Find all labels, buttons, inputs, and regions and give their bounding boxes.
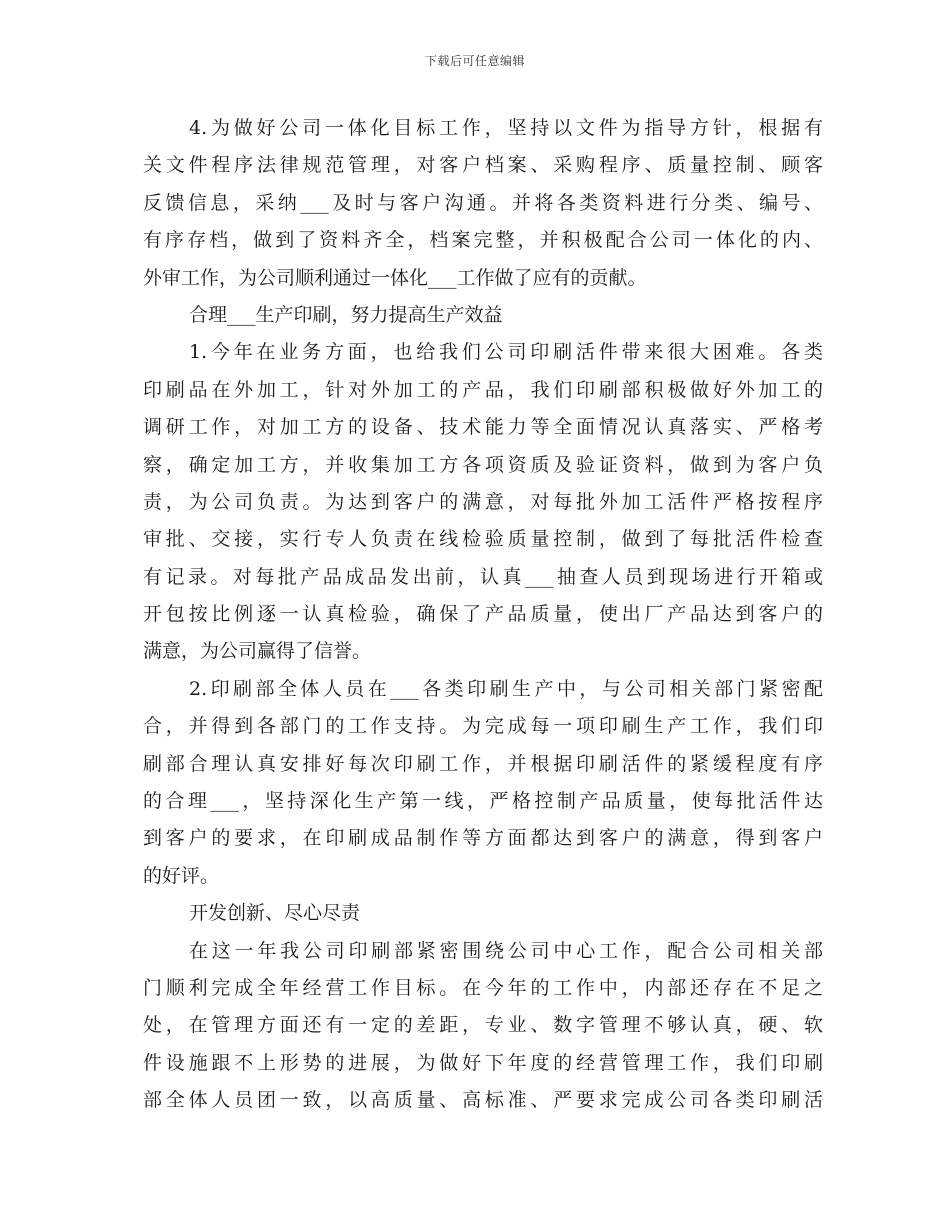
text-line: 关文件程序法律规范管理，对客户档案、采购程序、质量控制、顾客 bbox=[143, 154, 823, 177]
text-line: 处，在管理方面还有一定的差距，专业、数字管理不够认真，硬、软 bbox=[143, 1014, 823, 1037]
text-line: 调研工作，对加工方的设备、技术能力等全面情况认真落实、严格考 bbox=[143, 416, 823, 439]
text-line: 到客户的要求，在印刷成品制作等方面都达到客户的满意，得到客户 bbox=[143, 827, 823, 850]
text-line: 反馈信息，采纳___及时与客户沟通。并将各类资料进行分类、编号、 bbox=[143, 191, 823, 214]
text-line: 部全体人员团一致，以高质量、高标准、严要求完成公司各类印刷活 bbox=[143, 1089, 823, 1112]
text-line: 的合理___，坚持深化生产第一线，严格控制产品质量，使每批活件达 bbox=[143, 790, 823, 813]
text-line: 4.为做好公司一体化目标工作，坚持以文件为指导方针，根据有 bbox=[189, 117, 823, 139]
text-line: 开包按比例逐一认真检验，确保了产品质量，使出厂产品达到客户的 bbox=[143, 603, 823, 626]
text-line: 印刷品在外加工，针对外加工的产品，我们印刷部积极做好外加工的 bbox=[143, 378, 823, 401]
section-heading: 合理___生产印刷，努力提高生产效益 bbox=[189, 303, 503, 326]
text-line: 有记录。对每批产品成品发出前，认真___抽查人员到现场进行开箱或 bbox=[143, 565, 823, 588]
text-line: 责，为公司负责。为达到客户的满意，对每批外加工活件严格按程序 bbox=[143, 490, 823, 513]
text-line: 2.印刷部全体人员在___各类印刷生产中，与公司相关部门紧密配 bbox=[189, 677, 823, 700]
section-heading: 开发创新、尽心尽责 bbox=[189, 902, 361, 925]
document-body bbox=[143, 110, 823, 1120]
text-line: 1.今年在业务方面，也给我们公司印刷活件带来很大困难。各类 bbox=[189, 341, 823, 364]
text-line: 的好评。 bbox=[143, 864, 220, 887]
text-line: 合，并得到各部门的工作支持。为完成每一项印刷生产工作，我们印 bbox=[143, 715, 823, 738]
text-line: 察，确定加工方，并收集加工方各项资质及验证资料，做到为客户负 bbox=[143, 453, 823, 476]
text-line: 刷部合理认真安排好每次印刷工作，并根据印刷活件的紧缓程度有序 bbox=[143, 752, 823, 775]
text-line: 件设施跟不上形势的进展，为做好下年度的经营管理工作，我们印刷 bbox=[143, 1051, 823, 1074]
text-line: 门顺利完成全年经营工作目标。在今年的工作中，内部还存在不足之 bbox=[143, 976, 823, 999]
text-line: 外审工作，为公司顺利通过一体化___工作做了应有的贡献。 bbox=[143, 266, 647, 289]
text-line: 有序存档，做到了资料齐全，档案完整，并积极配合公司一体化的内、 bbox=[143, 229, 823, 252]
text-line: 在这一年我公司印刷部紧密围绕公司中心工作，配合公司相关部 bbox=[189, 939, 823, 962]
header-note: 下载后可任意编辑 bbox=[424, 54, 525, 68]
text-line: 满意，为公司赢得了信誉。 bbox=[143, 640, 372, 663]
text-line: 审批、交接，实行专人负责在线检验质量控制，做到了每批活件检查 bbox=[143, 528, 823, 551]
